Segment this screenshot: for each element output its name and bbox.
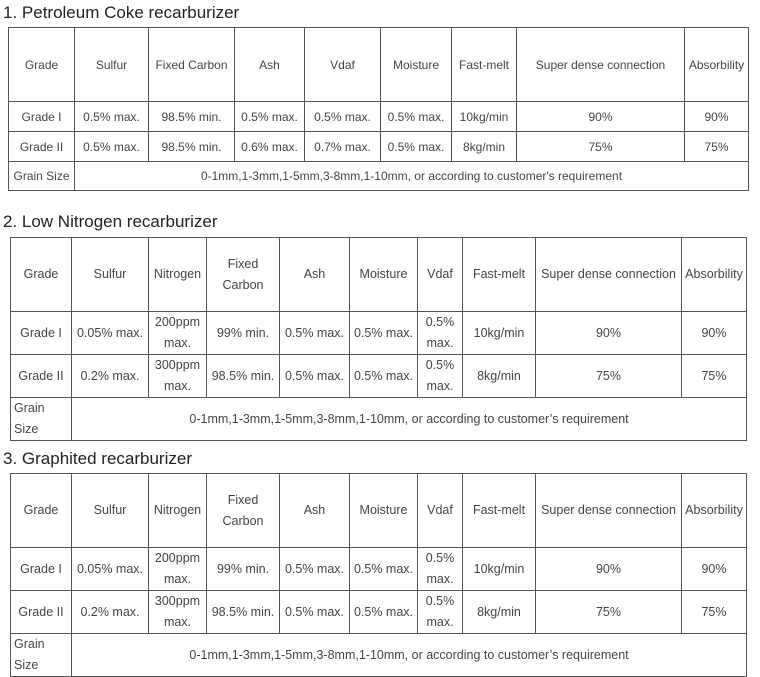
cell: 0.5% max. <box>75 132 149 162</box>
header-cell: Grade <box>11 474 72 548</box>
grain-size-row <box>9 162 749 191</box>
cell: 10kg/min <box>452 102 517 132</box>
grain-size-value: 0-1mm,1-3mm,1-5mm,3-8mm,1-10mm, or according to customer's requirement <box>75 162 749 191</box>
cell: 98.5% min. <box>149 132 235 162</box>
cell: 0.5% max. <box>350 312 418 355</box>
header-cell: Vdaf <box>418 238 463 312</box>
cell: Grade I <box>9 102 75 132</box>
header-cell: Super dense connection <box>517 28 685 102</box>
grain-size-label: Grain Size <box>11 634 72 677</box>
table-row <box>9 102 749 132</box>
cell: 8kg/min <box>463 355 536 398</box>
cell: 0.5% max. <box>280 548 350 591</box>
cell: 75% <box>685 132 749 162</box>
header-cell: Moisture <box>350 474 418 548</box>
cell: 0.5% max. <box>280 591 350 634</box>
header-cell: Absorbility <box>682 474 747 548</box>
cell: 75% <box>682 591 747 634</box>
header-cell: Absorbility <box>682 238 747 312</box>
cell: 0.5% max. <box>350 548 418 591</box>
table-low-nitrogen <box>10 237 747 441</box>
grain-size-value: 0-1mm,1-3mm,1-5mm,3-8mm,1-10mm, or according to customer’s requirement <box>72 634 747 677</box>
header-cell: Ash <box>235 28 305 102</box>
grain-size-value: 0-1mm,1-3mm,1-5mm,3-8mm,1-10mm, or according to customer’s requirement <box>72 398 747 441</box>
header-cell: Fixed Carbon <box>149 28 235 102</box>
cell: 8kg/min <box>463 591 536 634</box>
cell: 0.5% max. <box>350 591 418 634</box>
cell: 0.5% max. <box>381 102 452 132</box>
header-cell: Moisture <box>381 28 452 102</box>
cell: 90% <box>536 312 682 355</box>
cell: 0.5% max. <box>418 355 463 398</box>
cell: 90% <box>682 548 747 591</box>
cell: 90% <box>536 548 682 591</box>
cell: 0.5% max. <box>381 132 452 162</box>
header-cell: Super dense connection <box>536 474 682 548</box>
cell: 0.5% max. <box>75 102 149 132</box>
cell: 0.05% max. <box>72 548 149 591</box>
header-cell: Nitrogen <box>149 238 207 312</box>
table-header-row <box>11 238 747 312</box>
header-cell: Moisture <box>350 238 418 312</box>
cell: 0.05% max. <box>72 312 149 355</box>
section-title-petroleum-coke: 1. Petroleum Coke recarburizer <box>3 3 240 22</box>
table-petroleum-coke <box>8 27 749 191</box>
grain-size-label: Grain Size <box>9 162 75 191</box>
cell: 98.5% min. <box>207 591 280 634</box>
cell: 300ppm max. <box>149 355 207 398</box>
header-cell: Vdaf <box>305 28 381 102</box>
header-cell: Nitrogen <box>149 474 207 548</box>
cell: 75% <box>536 591 682 634</box>
cell: 0.2% max. <box>72 355 149 398</box>
cell: 90% <box>685 102 749 132</box>
cell: 8kg/min <box>452 132 517 162</box>
cell: 75% <box>682 355 747 398</box>
cell: 90% <box>682 312 747 355</box>
cell: 98.5% min. <box>149 102 235 132</box>
table-row <box>11 548 747 591</box>
cell: 0.5% max. <box>418 548 463 591</box>
header-cell: Fixed Carbon <box>207 238 280 312</box>
header-cell: Vdaf <box>418 474 463 548</box>
cell: Grade II <box>11 591 72 634</box>
cell: Grade II <box>11 355 72 398</box>
cell: 99% min. <box>207 548 280 591</box>
table-row <box>11 312 747 355</box>
table-row <box>11 355 747 398</box>
header-cell: Sulfur <box>72 238 149 312</box>
header-cell: Fast-melt <box>463 238 536 312</box>
cell: Grade II <box>9 132 75 162</box>
header-cell: Fixed Carbon <box>207 474 280 548</box>
cell: 75% <box>517 132 685 162</box>
table-graphited <box>10 473 747 677</box>
cell: 0.5% max. <box>280 312 350 355</box>
table-header-row <box>9 28 749 102</box>
cell: 90% <box>517 102 685 132</box>
cell: 99% min. <box>207 312 280 355</box>
header-cell: Ash <box>280 238 350 312</box>
grain-size-label: Grain Size <box>11 398 72 441</box>
header-cell: Fast-melt <box>463 474 536 548</box>
table-row <box>11 591 747 634</box>
cell: 0.5% max. <box>418 591 463 634</box>
cell: 75% <box>536 355 682 398</box>
cell: 0.5% max. <box>280 355 350 398</box>
cell: 200ppm max. <box>149 548 207 591</box>
header-cell: Ash <box>280 474 350 548</box>
header-cell: Super dense connection <box>536 238 682 312</box>
table-header-row <box>11 474 747 548</box>
table-row <box>9 132 749 162</box>
cell: 10kg/min <box>463 312 536 355</box>
section-title-low-nitrogen: 2. Low Nitrogen recarburizer <box>3 212 218 231</box>
header-cell: Absorbility <box>685 28 749 102</box>
grain-size-row <box>11 398 747 441</box>
header-cell: Sulfur <box>72 474 149 548</box>
cell: 0.5% max. <box>235 102 305 132</box>
cell: 0.5% max. <box>305 102 381 132</box>
cell: 98.5% min. <box>207 355 280 398</box>
header-cell: Grade <box>9 28 75 102</box>
cell: Grade I <box>11 548 72 591</box>
header-cell: Sulfur <box>75 28 149 102</box>
cell: Grade I <box>11 312 72 355</box>
header-cell: Fast-melt <box>452 28 517 102</box>
cell: 300ppm max. <box>149 591 207 634</box>
cell: 200ppm max. <box>149 312 207 355</box>
cell: 10kg/min <box>463 548 536 591</box>
cell: 0.7% max. <box>305 132 381 162</box>
cell: 0.5% max. <box>350 355 418 398</box>
cell: 0.2% max. <box>72 591 149 634</box>
section-title-graphited: 3. Graphited recarburizer <box>3 449 192 468</box>
cell: 0.5% max. <box>418 312 463 355</box>
grain-size-row <box>11 634 747 677</box>
cell: 0.6% max. <box>235 132 305 162</box>
header-cell: Grade <box>11 238 72 312</box>
